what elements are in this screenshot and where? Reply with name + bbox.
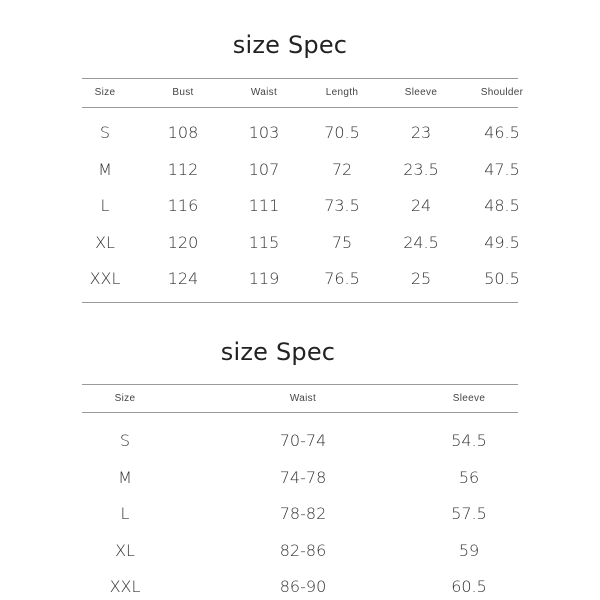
table-cell: 54.5 <box>451 431 487 450</box>
table-cell: 56 <box>458 468 480 487</box>
table-cell: 48.5 <box>484 196 520 215</box>
table-cell: 86-90 <box>279 577 327 596</box>
table-cell: XL <box>95 233 115 252</box>
table-cell: 116 <box>167 196 199 215</box>
table-cell: 111 <box>248 196 280 215</box>
table2-header-waist: Waist <box>289 393 317 404</box>
table-cell: 119 <box>248 269 280 288</box>
table2-header-sleeve: Sleeve <box>452 393 486 404</box>
table-cell: XXL <box>109 577 141 596</box>
table-cell: XL <box>115 541 135 560</box>
table-cell: XXL <box>89 269 121 288</box>
table-cell: 76.5 <box>324 269 360 288</box>
table-cell: 70-74 <box>279 431 327 450</box>
table-cell: 78-82 <box>279 504 327 523</box>
table2-header-rule <box>82 412 518 413</box>
table1-top-rule <box>82 78 518 79</box>
table-cell: 107 <box>248 160 280 179</box>
table1-bottom-rule <box>82 302 518 303</box>
table-cell: 47.5 <box>484 160 520 179</box>
table-cell: 70.5 <box>324 123 360 142</box>
table-cell: M <box>118 468 132 487</box>
table1-header-waist: Waist <box>250 87 278 98</box>
table1-header-bust: Bust <box>172 87 194 98</box>
table-cell: S <box>99 123 111 142</box>
table-cell: 72 <box>331 160 353 179</box>
table-cell: 60.5 <box>451 577 487 596</box>
table2-title: size Spec <box>220 338 336 366</box>
table-cell: 124 <box>167 269 199 288</box>
table2-header-size: Size <box>114 393 136 404</box>
table1-header-shoulder: Shoulder <box>480 87 524 98</box>
table-cell: 115 <box>248 233 280 252</box>
table-cell: 112 <box>167 160 199 179</box>
table-cell: 82-86 <box>279 541 327 560</box>
table-cell: 74-78 <box>279 468 327 487</box>
table-cell: 24 <box>410 196 432 215</box>
table1-header-length: Length <box>325 87 359 98</box>
table1-header-size: Size <box>94 87 116 98</box>
table-cell: 25 <box>410 269 432 288</box>
table-cell: L <box>100 196 110 215</box>
table2-top-rule <box>82 384 518 385</box>
table-cell: 73.5 <box>324 196 360 215</box>
table-cell: S <box>119 431 131 450</box>
table-cell: 108 <box>167 123 199 142</box>
table-cell: 120 <box>167 233 199 252</box>
table-cell: 50.5 <box>484 269 520 288</box>
table-cell: 49.5 <box>484 233 520 252</box>
table-cell: 46.5 <box>484 123 520 142</box>
table-cell: 23.5 <box>403 160 439 179</box>
table-cell: 103 <box>248 123 280 142</box>
table-cell: M <box>98 160 112 179</box>
table-cell: 59 <box>458 541 480 560</box>
table-cell: L <box>120 504 130 523</box>
table-cell: 57.5 <box>451 504 487 523</box>
table-cell: 23 <box>410 123 432 142</box>
table-cell: 24.5 <box>403 233 439 252</box>
table1-header-sleeve: Sleeve <box>404 87 438 98</box>
table-cell: 75 <box>331 233 353 252</box>
table1-header-rule <box>82 107 518 108</box>
table1-title: size Spec <box>232 31 348 59</box>
